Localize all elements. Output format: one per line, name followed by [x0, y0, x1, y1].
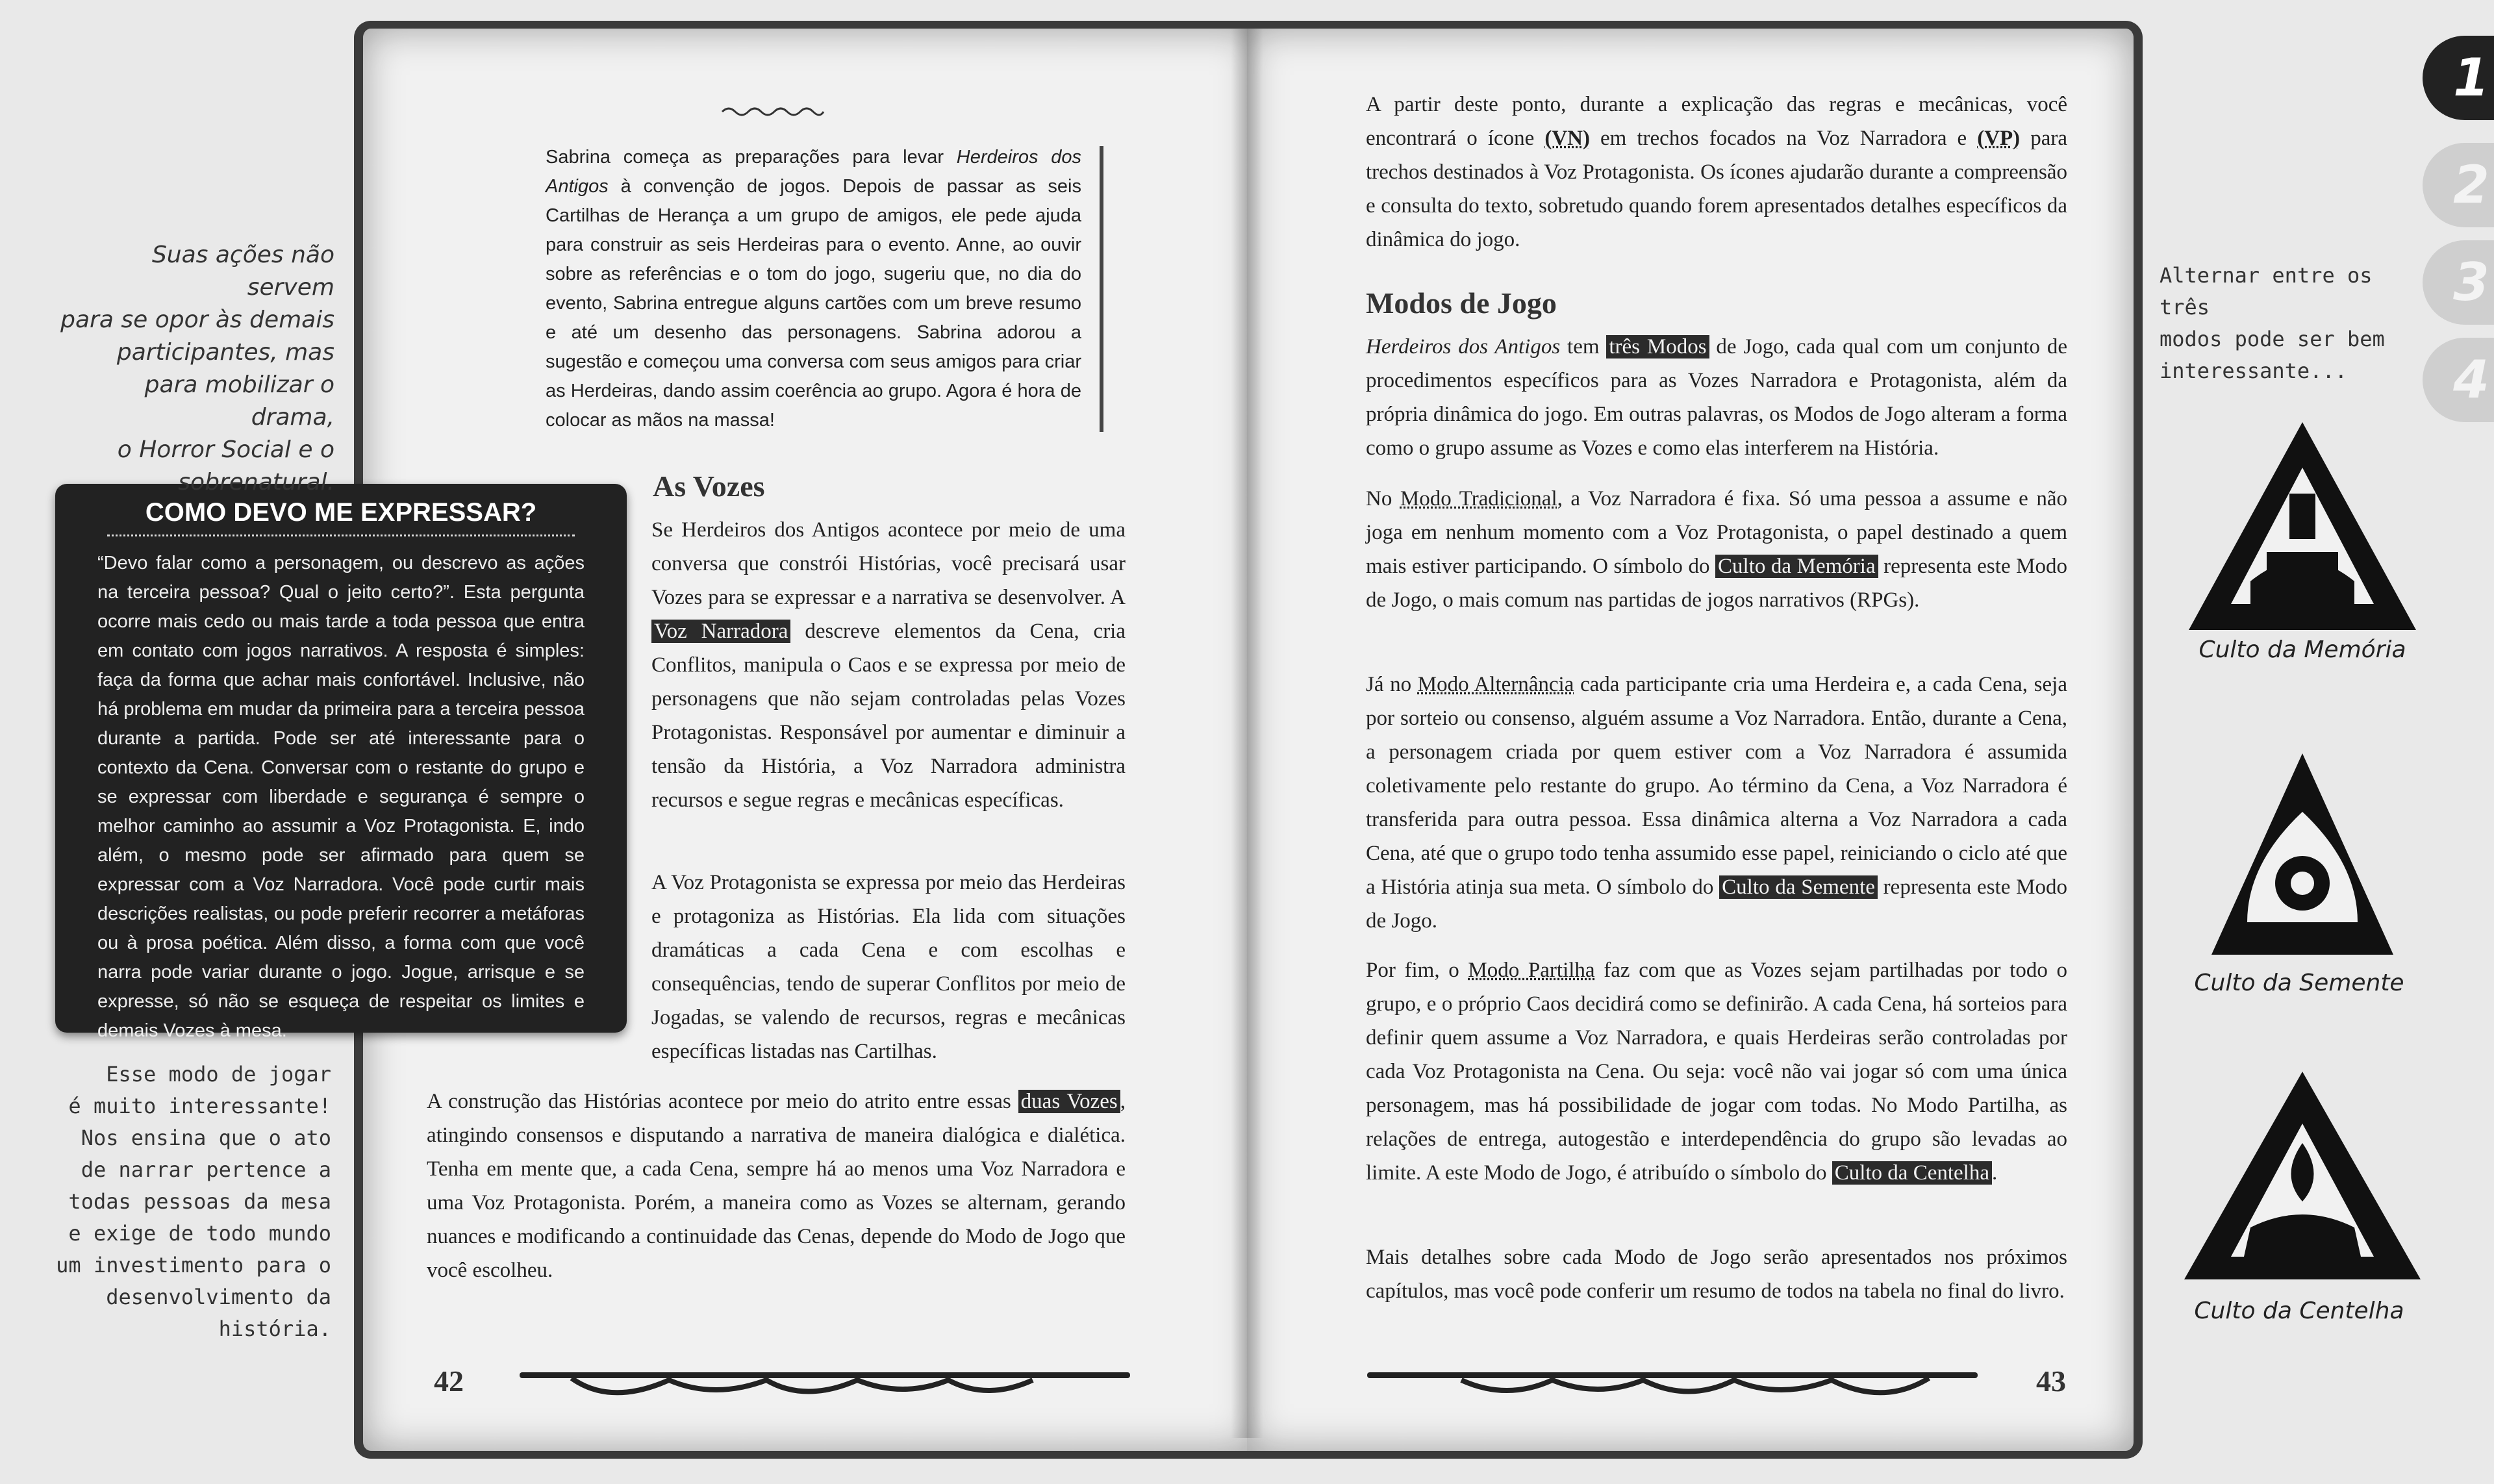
sidebar-rule — [107, 534, 575, 536]
emblem-label-semente: Culto da Semente — [2194, 970, 2404, 996]
ornament-left-footer — [520, 1361, 1133, 1406]
margin-note-left-bottom: Esse modo de jogar é muito interessante! Nos ensina que o ato de narrar pertence a todas pessoas da mesa e exige de todo mundo um investimento para o desenvolvimento da história. — [56, 1062, 331, 1341]
chapter-tab-2[interactable]: 2 — [2423, 143, 2494, 227]
paragraph-modo-partilha: Por fim, o Modo Partilha faz com que as Vozes sejam partilhadas por todo o grupo, e o próprio Caos decidirá como se definirão. A cada Cena, há sorteios para definir quem assume a Voz Narradora, e quais Herdeiras serão controladas por cada Voz Protagonista na Cena. Ou seja: você não vai jogar só com uma única personagem, mas há possibilidade de jogar com todas. No Modo Partilha, as relações de entrega, autogestão e interdependência do grupo são levadas ao limite. A este Modo de Jogo, é atribuído o símbolo do Culto da Centelha . — [1366, 959, 2068, 1185]
paragraph-modos-final: Mais detalhes sobre cada Modo de Jogo serão apresentados nos próximos capítulos, mas você pode conferir um resumo de todos na tabela no final do livro. — [1366, 1246, 2067, 1303]
paragraph-modo-alternancia: Já no Modo Alternância cada participante cria uma Herdeira e, a cada Cena, seja por sorteio ou consenso, alguém assume a Voz Narradora. Então, durante a Cena, a personagem criada por quem estiver com a Voz Narradora é assumida coletivamente pelo restante do grupo. Ao término da Cena, a Voz Narradora é transferida para outra pessoa. Essa dinâmica alterna a Voz Narradora a cada Cena, até que o grupo todo tenha assumido esse papel, reiniciando o ciclo até que a História atinja sua meta. O símbolo do Culto da Semente representa este Modo de Jogo. — [1366, 673, 2067, 933]
ornament-right-footer — [1364, 1361, 1978, 1406]
paragraph-vozes-1: Se Herdeiros dos Antigos acontece por meio de uma conversa que constrói Histórias, você precisará usar Vozes para se expressar e a narrativa se desenvolver. A Voz Narradora descreve elementos da Cena, cria Conflitos, manipula o Caos e se expressa por meio de personagens que não sejam controladas pelas Vozes Protagonistas. Responsável por aumentar e diminuir a tensão da História, a Voz Narradora administra recursos e segue regras e mecânicas específicas. — [651, 518, 1126, 812]
culto-semente-emblem-icon — [2208, 753, 2397, 961]
paragraph-modo-tradicional: No Modo Tradicional, a Voz Narradora é fixa. Só uma pessoa a assume e não joga em nenhum momento com a Voz Protagonista, o papel destinado a quem mais estiver participando. O símbolo do Culto da Memória representa este Modo de Jogo, o mais comum nas partidas de jogos narrativos (RPGs). — [1366, 487, 2067, 612]
section-title-vozes: As Vozes — [653, 470, 765, 503]
section-title-modos: Modos de Jogo — [1366, 286, 1557, 320]
squiggle-ornament — [721, 103, 825, 118]
paragraph-vozes-2: A Voz Protagonista se expressa por meio das Herdeiras e protagoniza as Histórias. Ela lida com situações dramáticas a cada Cena e com escolhas e consequências, tendo de superar Conflitos por meio de Jogadas, se valendo de recursos, regras e mecânicas específicas listadas nas Cartilhas. — [651, 871, 1126, 1063]
chapter-tab-3[interactable]: 3 — [2423, 240, 2494, 325]
page-number-left: 42 — [434, 1365, 464, 1398]
culto-memoria-emblem-icon — [2179, 422, 2426, 636]
paragraph-vozes-3: A construção das Histórias acontece por meio do atrito entre essas duas Vozes , atingindo consensos e disputando a narrativa de maneira dialógica e dialética. Tenha em mente que, a cada Cena, sempre há ao menos uma Voz Narradora e uma Voz Protagonista. Porém, a maneira como as Vozes se alternam, gerando nuances e modificando a continuidade das Cenas, depende do Modo de Jogo que você escolheu. — [427, 1090, 1126, 1282]
book-gutter — [1231, 29, 1263, 1438]
paragraph-modos-1: Herdeiros dos Antigos tem três Modos de Jogo, cada qual com um conjunto de procedimentos específicos para as Vozes Narradora e Protagonista, além da própria dinâmica do jogo. Em outras palavras, os Modos de Jogo alteram a forma como o grupo assume as Vozes e como elas interferem na História. — [1366, 335, 2067, 460]
sidebar-text: “Devo falar como a personagem, ou descrevo as ações na terceira pessoa? Qual o jeito certo?”. Esta pergunta ocorre mais cedo ou mais tarde a toda pessoa que entra em contato com jogos narrativos. A resposta é simples: faça da forma que achar mais confortável. Inclusive, não há problema em mudar da primeira para a terceira pessoa durante a partida. Pode ser até interessante para o contexto da Cena. Conversar com o restante do grupo e se expressar com liberdade e segurança é sempre o melhor caminho ao assumir a Voz Protagonista. E, indo além, o mesmo pode ser afirmado para quem se expressar com a Voz Narradora. Você pode curtir mais descrições realistas, ou pode preferir recorrer a metáforas ou à prosa poética. Além disso, a forma com que você narra pode variar durante o jogo. Jogue, arrisque e se expresse, só não se esqueça de respeitar os limites e demais Vozes à mesa. — [97, 553, 585, 1041]
intro-right: A partir deste ponto, durante a explicação das regras e mecânicas, você encontrará o ícone (VN) em trechos focados na Voz Narradora e (VP) para trechos destinados à Voz Protagonista. Os ícones ajudarão durante a compreensão e consulta do texto, sobretudo quando forem apresentados detalhes específicos da dinâmica do jogo. — [1366, 93, 2067, 251]
quote-rule — [1100, 146, 1103, 432]
page-number-right: 43 — [2036, 1365, 2066, 1398]
margin-note-right-top: Alternar entre os três modos pode ser bem interessante... — [2160, 263, 2385, 383]
sidebar-box — [55, 484, 627, 1041]
intro-quote: Sabrina começa as preparações para levar Herdeiros dos Antigos à convenção de jogos. Depois de passar as seis Cartilhas de Herança a um grupo de amigos, ele pede ajuda para construir as seis Herdeiras para o evento. Anne, ao ouvir sobre as referências e o tom do jogo, sugeriu que, no dia do evento, Sabrina entregue alguns cartões com um breve resumo e até um desenho das personagens. Sabrina adorou a sugestão e começou uma conversa com seus amigos para criar as Herdeiras, dando assim coerência ao grupo. Agora é hora de colocar as mãos na massa! — [546, 147, 1081, 431]
chapter-tab-1[interactable]: 1 — [2423, 36, 2494, 120]
emblem-label-memoria: Culto da Memória — [2198, 636, 2406, 663]
culto-centelha-emblem-icon — [2179, 1072, 2426, 1286]
chapter-tab-4[interactable]: 4 — [2423, 338, 2494, 422]
margin-note-left-top: Suas ações não servem para se opor às demais participantes, mas para mobilizar o drama, o Horror Social e o sobrenatural. — [60, 242, 334, 496]
sidebar-title: COMO DEVO ME EXPRESSAR? — [145, 498, 537, 527]
emblem-label-centelha: Culto da Centelha — [2194, 1298, 2404, 1324]
